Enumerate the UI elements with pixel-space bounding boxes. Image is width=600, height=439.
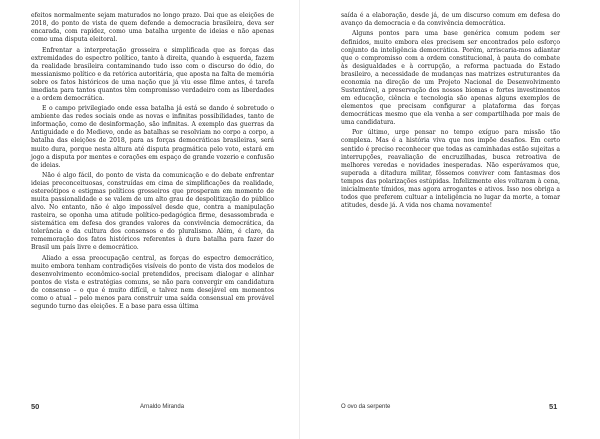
right-page-body <box>341 12 560 210</box>
left-page-body <box>31 12 274 311</box>
paragraph: Por último, urge pensar no tempo exíguo para missão tão complexa. Mas é a história viva que nos impõe desafios. Em certo sentido é preciso reconhecer que todas as caminhadas estão sujeitas a interrupções, reavaliação de encruzilhadas, busca retroativa de melhores veredas e novidades inesperadas. Não esperávamos que, superada a ditadura militar, fôssemos conviver com fantasmas dos tempos das polarizações estúpidas. Infelizmente eles voltaram à cena, inicialmente tímidos, mas agora arrogantes e ativos. Isso nos obriga a todos que preferem cultuar a inteligência no lugar da morte, a tomar atitudes, desde já. A vida nos chama novamente! <box>341 129 560 209</box>
page-number: 50 <box>31 402 40 411</box>
paragraph: Aliado a essa preocupação central, as forças do espectro democrático, muito embora tenham contradições visíveis do ponto de vista dos modelos de desenvolvimento econômico-social pretendidos, precisam dialogar e alinhar pontos de vista e estratégias comuns, se não para convergir em candidatura de consenso – o que é muito difícil, e talvez nem desejável em momentos como o atual – pelo menos para construir uma saída consensual em provável segundo turno das eleições. E a base para essa última <box>31 254 274 311</box>
page-number: 51 <box>549 402 558 411</box>
paragraph: E o campo privilegiado onde essa batalha já está se dando é sobretudo o ambiente das redes sociais onde as novas e infinitas possibilidades, tanto de informação, como de desinformação, são infinitas. A exemplo das guerras da Antiguidade e do Medievo, onde as batalhas se resolviam no corpo a corpo, a batalha das eleições de 2018, para as forças democráticas brasileiras, será muito dura, porque nesta altura até disputa pragmática pelo voto, estará em jogo a disputa por mentes e corações em espaço de grande vozerio e confusão de ideias. <box>31 105 274 169</box>
paragraph: Alguns pontos para uma base genérica comum podem ser definidos, muito embora eles precisem ser encontrados pelo esforço conjunto da inteligência democrática. Porém, arriscaria-mos adiantar que o compromisso com a ordem constitucional, à pauta do combate às desigualdades e à corrupção, a reforma pactuada do Estado brasileiro, a necessidade de mudanças nas matrizes estruturantes da economia na direção de um Projeto Nacional de Desenvolvimento Sustentável, a preservação dos nossos biomas e fortes investimentos em educação, ciência e tecnologia são apenas alguns exemplos de elementos que precisam configurar a plataforma das forças democráticas mesmo que ela venha a ser compartilhada por mais de uma candidatura. <box>341 30 560 126</box>
right-page <box>300 0 600 439</box>
paragraph: efeitos normalmente sejam maturados no longo prazo. Dai que as eleições de 2018, do ponto de vista de quem defende a democracia brasileira, deva ser encarada, com rapidez, como uma batalha urgente de ideias e não apenas como uma disputa eleitoral. <box>31 12 274 44</box>
paragraph: Enfrentar a interpretação grosseira e simplificada que as forças das extremidades do espectro político, tanto à direita, quando à esquerda, fazem da realidade brasileira contaminando tudo isso com o discurso do ódio, do messianismo político e da retórica autoritária, que aposta na falta de memória sobre os fatos históricos de uma nação que já viu esse filme antes, é tarefa imediata para tantos quantos têm compromisso verdadeiro com as liberdades e a ordem democrática. <box>31 46 274 102</box>
paragraph: saída é a elaboração, desde já, de um discurso comum em defesa do avanço da democracia e da convivência democrática. <box>341 12 560 28</box>
running-footer-title: O ovo da serpente <box>341 404 391 410</box>
running-footer-author: Arnaldo Miranda <box>140 404 185 410</box>
paragraph: Não é algo fácil, do ponto de vista da comunicação e do debate enfrentar ideias preconceituosas, construídas em cima de simplificações da realidade, estereótipos e estigmas políticos grosseiros que prosperam em momento de muita passionalidade e se valem de um alto grau de despolitização do público alvo. No entanto, não é algo impossível desde que, contra a manipulação rasteira, se oponha uma atitude político-pedagógica firme, desassombrada e sistemática em defesa dos grandes valores da convivência democrática, da tolerância e da cultura dos consensos e do pluralismo. Além, é claro, da rememoração dos fatos históricos referentes à dura batalha para fazer do Brasil um país livre e democrático. <box>31 172 274 252</box>
